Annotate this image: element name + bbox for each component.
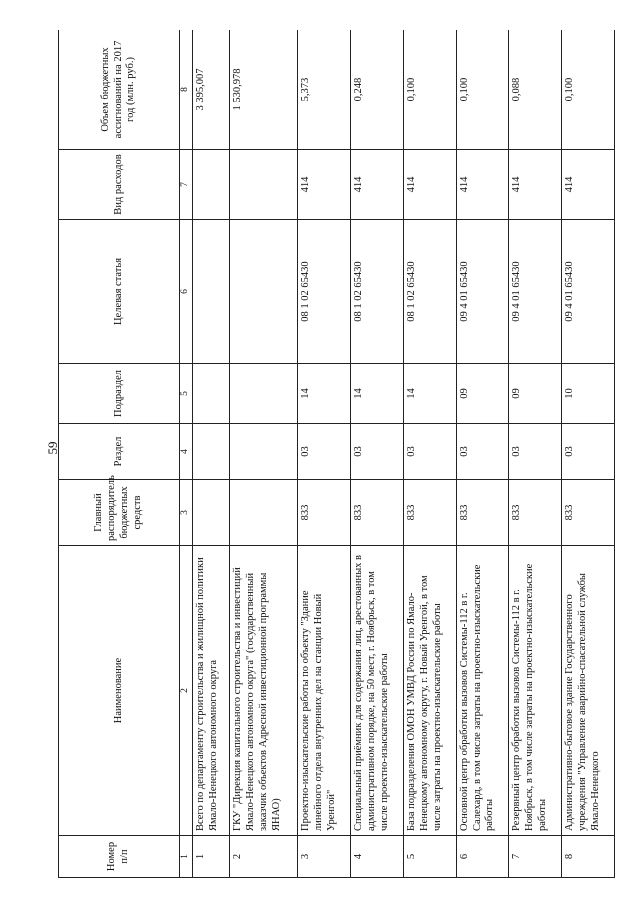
- row-name: Проектно-изыскательские работы по объекту "Здание линейного отдела внутренних дел на станции Новый Уренгой": [298, 546, 351, 836]
- row-number: 3: [298, 836, 351, 878]
- row-podrazdel: 10: [562, 364, 615, 424]
- table-row: [403, 30, 456, 878]
- row-vid: 414: [509, 150, 562, 220]
- column-number: 1: [180, 836, 193, 878]
- row-celevaya: 09 4 01 65430: [509, 220, 562, 364]
- row-celevaya: 08 1 02 65430: [351, 220, 404, 364]
- row-name: Административно-бытовое здание Государственного учреждения "Управление аварийно-спасательной службы Ямало-Ненецкого: [562, 546, 615, 836]
- budget-table: [58, 30, 615, 878]
- row-podrazdel: 09: [456, 364, 509, 424]
- column-number: 3: [180, 480, 193, 546]
- row-number: 4: [351, 836, 404, 878]
- row-vid: 414: [456, 150, 509, 220]
- row-name: Всего по департаменту строительства и жилищной политики Ямало-Ненецкого автономного округа: [193, 546, 230, 836]
- column-number: 2: [180, 546, 193, 836]
- header-grbs: Главный распорядитель бюджетных средств: [59, 480, 180, 546]
- row-amount: 0,100: [562, 30, 615, 150]
- row-vid: 414: [562, 150, 615, 220]
- row-vid: [193, 150, 230, 220]
- row-razdel: 03: [403, 424, 456, 480]
- row-number: 8: [562, 836, 615, 878]
- table-row: [509, 30, 562, 878]
- row-celevaya: 08 1 02 65430: [298, 220, 351, 364]
- column-number-row: [180, 30, 193, 878]
- column-number: 6: [180, 220, 193, 364]
- row-grbs: [193, 480, 230, 546]
- row-podrazdel: [230, 364, 298, 424]
- row-grbs: 833: [298, 480, 351, 546]
- row-amount: 0,248: [351, 30, 404, 150]
- row-number: 6: [456, 836, 509, 878]
- row-razdel: [193, 424, 230, 480]
- row-name: ГКУ "Дирекция капитального строительства и инвестиций Ямало-Ненецкого автономного округа" (государственный заказчик объектов Адресной инвестиционной программы ЯНАО): [230, 546, 298, 836]
- row-name: База подразделения ОМОН УМВД России по Ямало-Ненецкому автономному округу, г. Новый Уренгой, в том числе затраты на проектно-изыскательские работы: [403, 546, 456, 836]
- header-name: Наименование: [59, 546, 180, 836]
- row-podrazdel: 09: [509, 364, 562, 424]
- row-name: Резервный центр обработки вызовов Системы-112 в г. Ноябрьск, в том числе затраты на проектно-изыскательские работы: [509, 546, 562, 836]
- row-amount: 0,100: [403, 30, 456, 150]
- row-vid: 414: [298, 150, 351, 220]
- column-number: 4: [180, 424, 193, 480]
- row-razdel: 03: [509, 424, 562, 480]
- column-number: 7: [180, 150, 193, 220]
- table-row: [230, 30, 298, 878]
- row-razdel: 03: [298, 424, 351, 480]
- header-amount: Объем бюджетных ассигнований на 2017 год (млн. руб.): [59, 30, 180, 150]
- row-number: 7: [509, 836, 562, 878]
- table-row: [456, 30, 509, 878]
- row-name: Основной центр обработки вызовов Системы-112 в г. Салехард, в том числе затраты на проектно-изыскательские работы: [456, 546, 509, 836]
- row-number: 5: [403, 836, 456, 878]
- row-amount: 5,373: [298, 30, 351, 150]
- row-razdel: 03: [351, 424, 404, 480]
- header-num: Номер п/п: [59, 836, 180, 878]
- table-row: [562, 30, 615, 878]
- row-podrazdel: 14: [403, 364, 456, 424]
- row-grbs: [230, 480, 298, 546]
- row-podrazdel: 14: [351, 364, 404, 424]
- table-row: [351, 30, 404, 878]
- row-celevaya: 09 4 01 65430: [562, 220, 615, 364]
- header-vid: Вид расходов: [59, 150, 180, 220]
- column-number: 5: [180, 364, 193, 424]
- row-podrazdel: [193, 364, 230, 424]
- row-grbs: 833: [456, 480, 509, 546]
- row-grbs: 833: [403, 480, 456, 546]
- row-podrazdel: 14: [298, 364, 351, 424]
- header-row: [59, 30, 180, 878]
- row-celevaya: 08 1 02 65430: [403, 220, 456, 364]
- row-vid: 414: [351, 150, 404, 220]
- row-razdel: 03: [562, 424, 615, 480]
- row-amount: 3 395,007: [193, 30, 230, 150]
- row-celevaya: [193, 220, 230, 364]
- row-name: Специальный приёмник для содержания лиц, арестованных в административном порядке, на 50 мест, г. Ноябрьск, в том числе проектно-изыскательские работы: [351, 546, 404, 836]
- row-amount: 1 530,978: [230, 30, 298, 150]
- row-amount: 0,100: [456, 30, 509, 150]
- table-row: [298, 30, 351, 878]
- row-grbs: 833: [509, 480, 562, 546]
- row-vid: [230, 150, 298, 220]
- table-container: [58, 30, 615, 878]
- row-razdel: 03: [456, 424, 509, 480]
- rotated-table-frame: [58, 30, 615, 878]
- header-celevaya: Целевая статья: [59, 220, 180, 364]
- page-number: 59: [45, 441, 60, 455]
- header-razdel: Раздел: [59, 424, 180, 480]
- row-celevaya: [230, 220, 298, 364]
- table-row: [193, 30, 230, 878]
- row-razdel: [230, 424, 298, 480]
- row-grbs: 833: [562, 480, 615, 546]
- row-amount: 0,088: [509, 30, 562, 150]
- row-grbs: 833: [351, 480, 404, 546]
- row-number: 1: [193, 836, 230, 878]
- row-vid: 414: [403, 150, 456, 220]
- row-number: 2: [230, 836, 298, 878]
- row-celevaya: 09 4 01 65430: [456, 220, 509, 364]
- header-podrazdel: Подраздел: [59, 364, 180, 424]
- column-number: 8: [180, 30, 193, 150]
